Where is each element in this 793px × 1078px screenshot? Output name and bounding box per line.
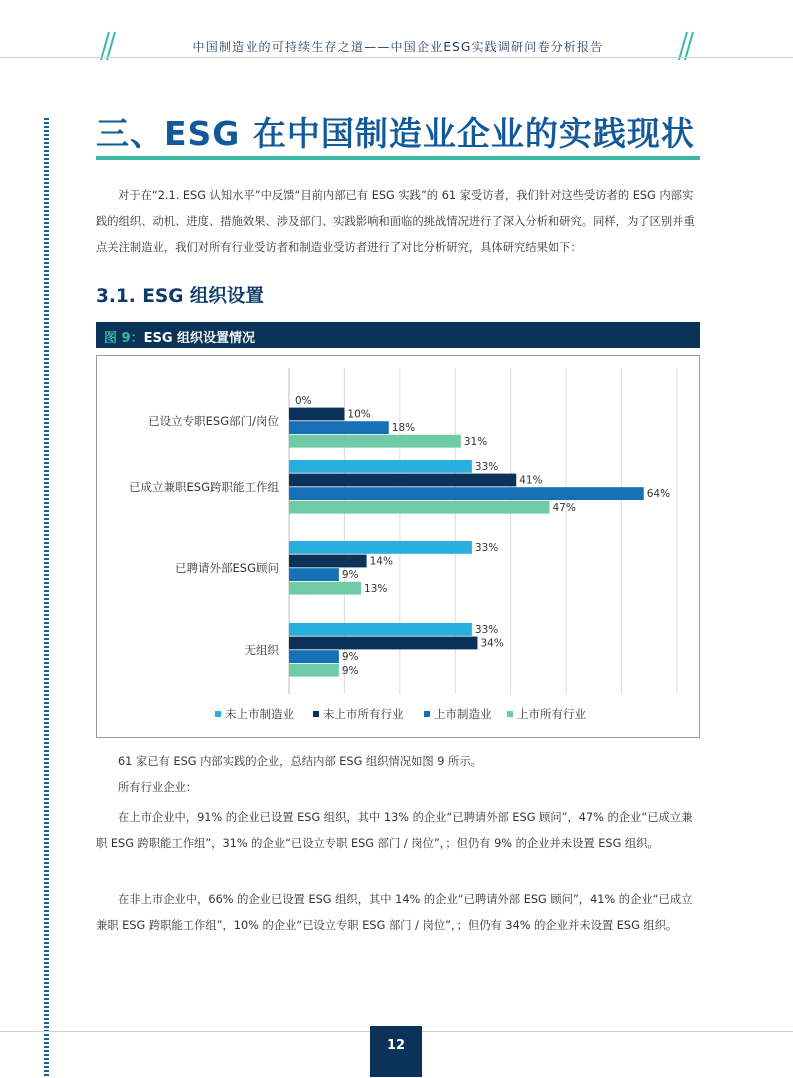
data-label: 14% bbox=[369, 555, 393, 568]
title-underline bbox=[96, 156, 700, 160]
bar bbox=[289, 474, 516, 487]
legend-label: 未上市制造业 bbox=[225, 707, 294, 721]
data-label: 34% bbox=[480, 637, 504, 650]
figure-caption-bar bbox=[96, 322, 700, 348]
data-label: 0% bbox=[295, 395, 312, 407]
running-title: 中国制造业的可持续生存之道——中国企业ESG实践调研问卷分析报告 bbox=[192, 40, 604, 54]
scope-text: 所有行业企业： bbox=[118, 781, 198, 794]
bar bbox=[289, 582, 361, 595]
data-label: 9% bbox=[341, 664, 359, 677]
figure-title: ESG 组织设置情况 bbox=[143, 331, 256, 346]
data-label: 31% bbox=[463, 435, 488, 448]
section-heading: 3.1. ESG 组织设置 bbox=[96, 286, 264, 307]
bar bbox=[289, 541, 472, 554]
data-label: 64% bbox=[646, 488, 671, 501]
side-decoration-bar bbox=[44, 118, 49, 1078]
bar bbox=[289, 637, 477, 650]
legend-swatch bbox=[424, 711, 430, 717]
data-label: 9% bbox=[341, 569, 359, 582]
bar bbox=[289, 421, 389, 434]
listed-paragraph: 在上市企业中，91% 的企业已设置 ESG 组织，其中 13% 的企业“已聘请外部 ESG 顾问”，47% 的企业“已成立兼职 ESG 跨职能工作组”，31% 的企业“已设立专职 ESG 部门 / 岗位”，；但仍有 9% 的企业并未设置 ESG 组织。 bbox=[96, 811, 693, 850]
data-label: 47% bbox=[552, 501, 576, 514]
page-title: 三、ESG 在中国制造业企业的实践现状 bbox=[96, 114, 695, 153]
legend-label: 上市制造业 bbox=[434, 707, 492, 721]
intro-paragraph: 对于在“2.1. ESG 认知水平”中反馈“目前内部已有 ESG 实践”的 61 家受访者，我们针对这些受访者的 ESG 内部实践的组织、动机、进度、措施效果、涉及部门、实践影响和面临的挑战情况进行了深入分析和研究。同样，为了区别并重点关注制造业，我们对所有行业受访者和制造业受访者进行了对比分析研究，具体研究结果如下： bbox=[96, 189, 695, 254]
legend-swatch bbox=[313, 711, 319, 717]
bar bbox=[289, 664, 339, 677]
unlisted-paragraph: 在非上市企业中，66% 的企业已设置 ESG 组织，其中 14% 的企业“已聘请外部 ESG 顾问”，41% 的企业“已成立兼职 ESG 跨职能工作组”，10% 的企业“已设立专职 ESG 部门 / 岗位”，；但仍有 34% 的企业并未设置 ESG 组织。 bbox=[96, 893, 693, 932]
bar bbox=[289, 408, 344, 421]
category-label: 无组织 bbox=[244, 643, 279, 658]
bar bbox=[289, 460, 472, 473]
category-label: 已设立专职ESG部门/岗位 bbox=[148, 414, 279, 429]
page-header bbox=[0, 0, 793, 62]
bar bbox=[289, 623, 472, 636]
figure-number: 图 9： bbox=[104, 331, 144, 346]
page-number: 12 bbox=[370, 1026, 422, 1077]
chart-container bbox=[96, 355, 700, 738]
data-label: 33% bbox=[474, 461, 499, 473]
data-label: 33% bbox=[474, 542, 499, 554]
bar bbox=[289, 555, 367, 568]
data-label: 9% bbox=[341, 651, 359, 664]
data-label: 41% bbox=[519, 474, 543, 487]
legend-label: 未上市所有行业 bbox=[323, 707, 404, 721]
legend-label: 上市所有行业 bbox=[517, 707, 586, 721]
bar bbox=[289, 650, 339, 663]
figure-caption bbox=[104, 327, 255, 346]
summary-text: 61 家已有 ESG 内部实践的企业，总结内部 ESG 组织情况如图 9 所示。 bbox=[118, 755, 482, 768]
data-label: 10% bbox=[347, 408, 371, 421]
data-label: 13% bbox=[364, 582, 388, 595]
bar bbox=[289, 435, 461, 448]
data-label: 33% bbox=[474, 624, 499, 636]
bar bbox=[289, 501, 550, 514]
legend-swatch bbox=[507, 711, 513, 717]
legend-swatch bbox=[215, 711, 221, 717]
data-label: 18% bbox=[391, 422, 416, 435]
bar-chart bbox=[97, 356, 699, 737]
category-label: 已聘请外部ESG顾问 bbox=[175, 561, 279, 576]
header-divider bbox=[0, 57, 793, 58]
category-label: 已成立兼职ESG跨职能工作组 bbox=[129, 480, 279, 495]
bar bbox=[289, 568, 339, 581]
bar bbox=[289, 487, 644, 500]
